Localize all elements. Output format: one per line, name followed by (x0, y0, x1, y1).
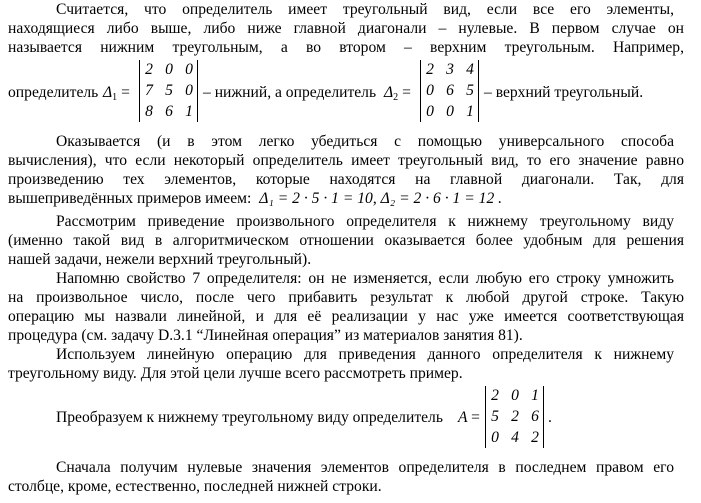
deta-cell: 0 (491, 429, 499, 446)
p5-post-text: . (548, 409, 552, 426)
p4-line-2: на произвольное число, после чего прибавить результат к любой другой строке. Такую (8, 289, 684, 306)
delta1-cell: 0 (165, 61, 173, 78)
p1-mid-text: – нижний, а определитель (203, 84, 377, 101)
delta1-cell: 6 (165, 103, 173, 120)
delta1-name: Δ (103, 84, 113, 101)
delta2-cell: 3 (446, 61, 454, 78)
deta-left-bar (485, 386, 486, 448)
deta-cell: 6 (531, 408, 539, 425)
p1-determinant-label: определитель (8, 84, 99, 101)
deta-cell: 2 (491, 387, 499, 404)
delta1-right-bar (197, 60, 198, 122)
delta2-left-bar (420, 60, 421, 122)
p1-text-1: Считается, что определитель имеет треугольный вид, если все его элементы, (56, 1, 674, 18)
delta2-cell: 5 (466, 82, 474, 99)
determinant-delta1 (103, 60, 213, 120)
delta2-cell: 6 (446, 82, 454, 99)
p2-text-4: вышеприведённых примеров имеем: (8, 190, 252, 207)
delta2-cell: 4 (466, 61, 474, 78)
delta1-cell: 2 (145, 61, 153, 78)
determinant-delta2 (384, 60, 494, 120)
p1-line-2: находящиеся либо выше, либо ниже главной диагонали – нулевые. В первом случае он (8, 20, 684, 37)
delta1-cell: 0 (185, 82, 193, 99)
delta1-cell: 8 (145, 103, 153, 120)
p2-formula-2: Δ₂ = 2 · 6 · 1 = 12 . (380, 190, 503, 207)
delta1-cell: 1 (185, 103, 193, 120)
p1-line-1 (0, 0, 701, 19)
p5-text-1: Используем линейную операцию для приведения данного определителя к нижнему (56, 346, 674, 363)
p4-text-1: Напомню свойство 7 определителя: он не изменяется, если любую его строку умножить (56, 270, 674, 287)
p6-line-2: столбце, кроме, естественно, последней нижней строки. (8, 478, 382, 495)
p1-post-text: – верхний треугольный. (484, 84, 644, 101)
deta-cell: 0 (511, 387, 519, 404)
p2-line-4 (8, 189, 684, 208)
delta2-cell: 0 (446, 103, 454, 120)
delta2-cell: 2 (426, 61, 434, 78)
deta-cell: 5 (491, 408, 499, 425)
delta2-symbol (384, 83, 411, 107)
deta-cell: 2 (511, 408, 519, 425)
p2-line-3: произведению тех элементов, которые находятся на главной диагонали. Так, для (8, 171, 684, 188)
delta2-cell: 0 (426, 82, 434, 99)
p5-pre-text: Преобразуем к нижнему треугольному виду определитель (56, 409, 443, 426)
p4-line-4: процедура (см. задачу D.3.1 “Линейная операция” из материалов занятия 81). (8, 327, 523, 344)
p6-text-1: Сначала получим нулевые значения элементов определителя в последнем правом его (56, 459, 674, 476)
delta1-cell: 7 (145, 82, 153, 99)
p3-line-2: (именно такой вид в алгоритмическом отношении оказывается более удобным для решения (8, 232, 684, 249)
p4-line-1 (56, 269, 684, 288)
delta2-cell: 0 (426, 103, 434, 120)
p5-line-1 (56, 345, 684, 364)
delta1-eq: = (121, 84, 130, 101)
p3-line-3: нашей задачи, нежели верхний треугольный). (8, 251, 312, 268)
delta1-symbol (103, 83, 130, 107)
deta-cell: 1 (531, 387, 539, 404)
p3-text-1: Рассмотрим приведение произвольного определителя к нижнему треугольному виду (56, 213, 674, 230)
deta-symbol (458, 408, 480, 427)
delta1-left-bar (139, 60, 140, 122)
delta2-cell: 1 (466, 103, 474, 120)
delta1-sub: 1 (112, 92, 118, 103)
p6-line-1 (56, 458, 684, 477)
deta-name: A (458, 409, 468, 426)
p5-line-2: треугольному виду. Для этой цели лучше всего рассмотреть пример. (8, 365, 463, 382)
p2-line-1 (56, 132, 684, 151)
deta-right-bar (543, 386, 544, 448)
p2-sep: , (372, 190, 381, 207)
p2-text-1: Оказывается (и в этом легко убедиться с помощью универсального способа (56, 133, 674, 150)
delta2-sub: 2 (393, 92, 399, 103)
deta-cell: 2 (531, 429, 539, 446)
p1-line-3: называется нижним треугольным, а во втором – верхним треугольным. Например, (8, 39, 684, 56)
p2-line-2: вычисления), что если некоторый определитель имеет треугольный вид, то его значение равно (8, 152, 684, 169)
p4-line-3: операцию мы назвали линейной, и для её реализации у нас уже имеется соответствующая (8, 308, 684, 325)
delta2-eq: = (402, 84, 411, 101)
delta1-cell: 5 (165, 82, 173, 99)
delta2-name: Δ (384, 84, 394, 101)
deta-eq: = (471, 409, 480, 426)
deta-cell: 4 (511, 429, 519, 446)
delta1-cell: 0 (185, 61, 193, 78)
p3-line-1 (56, 212, 684, 231)
p2-formula-1: Δ₁ = 2 · 5 · 1 = 10 (259, 190, 373, 207)
delta2-right-bar (478, 60, 479, 122)
